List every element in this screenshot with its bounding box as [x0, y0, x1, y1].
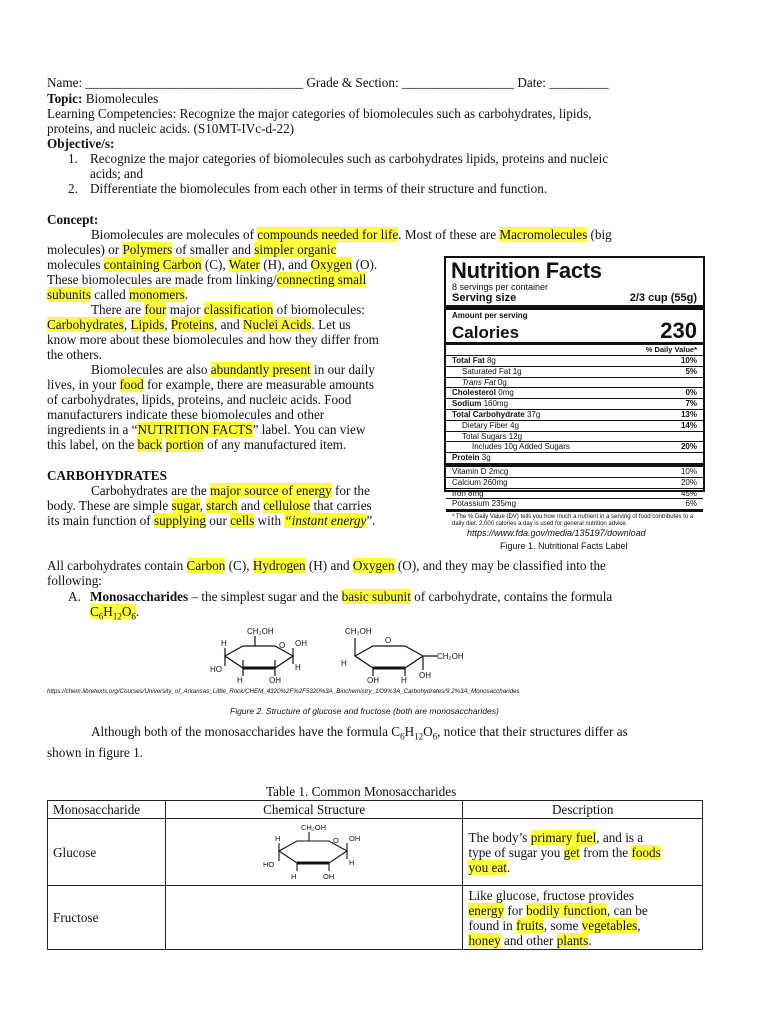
column-header: Monosaccharide	[48, 801, 166, 819]
text: Although both of the monosaccharides have the formula C	[91, 724, 401, 739]
figure1-caption: Figure 1. Nutritional Facts Label	[500, 541, 628, 551]
text: The body’s	[468, 829, 531, 845]
text: (O), and they may be classified into the	[394, 558, 606, 573]
label-oh: OH	[323, 871, 335, 881]
label-h: H	[401, 676, 407, 685]
text: , and is a	[596, 829, 644, 845]
nutrient-name: Includes 10g Added Sugars	[472, 442, 570, 452]
label-h: H	[221, 639, 227, 648]
table-header-row	[48, 801, 703, 819]
text: Biomolecules are also	[91, 362, 211, 377]
highlight: Water	[228, 257, 260, 272]
highlight: NUTRITION FACTS	[137, 422, 253, 437]
label-ho: HO	[263, 859, 275, 869]
label-ho: HO	[210, 665, 222, 674]
text: and	[237, 498, 264, 513]
text: found in	[468, 917, 517, 933]
list-letter: A.	[68, 589, 81, 604]
text: .	[506, 859, 511, 875]
text: that carries	[310, 498, 372, 513]
highlight: sugar	[171, 498, 200, 513]
text: 6	[98, 611, 104, 622]
nutrient-label	[462, 378, 507, 388]
text: 12	[112, 611, 122, 622]
highlight: supplying	[153, 513, 206, 528]
vitamin-label: Vitamin D 2mcg	[452, 466, 509, 476]
text: (O).	[352, 257, 378, 272]
header-line	[47, 75, 609, 90]
text: O	[423, 724, 433, 739]
text: , can be	[607, 902, 648, 918]
text: (H), and	[259, 257, 311, 272]
text: in our daily	[310, 362, 375, 377]
serving-size-label: Serving size	[452, 292, 517, 304]
highlight: “instant energy	[284, 513, 367, 528]
text: ”.	[366, 513, 376, 528]
vitamin-label: Iron 8mg	[452, 488, 484, 498]
label-h: H	[349, 857, 355, 867]
text: shown in figure 1.	[47, 744, 143, 760]
highlight: food	[119, 377, 144, 392]
calories-label: Calories	[452, 323, 520, 342]
nutrient-rows	[446, 356, 703, 463]
nutrient-amount: 3g	[481, 453, 491, 463]
text: our	[205, 513, 231, 528]
vitamin-rows	[446, 463, 703, 509]
nutrient-amount: 160mg	[483, 399, 509, 409]
text: molecules) or	[47, 242, 123, 257]
carbohydrates-heading: CARBOHYDRATES	[47, 468, 167, 483]
calories-row	[446, 320, 703, 345]
chemical-structure-cell	[165, 886, 463, 950]
text: called	[90, 287, 130, 302]
label-h: H	[275, 833, 281, 843]
highlight: Lipids	[130, 317, 165, 332]
text: for the	[331, 483, 370, 498]
highlight: Oxygen	[310, 257, 353, 272]
highlight: cells	[230, 513, 255, 528]
text: Carbohydrates are the	[91, 483, 211, 498]
text: 6	[131, 611, 136, 622]
objective-number: 2.	[68, 181, 78, 196]
highlight: subunits	[47, 287, 91, 302]
nutrient-daily-value: 7%	[685, 399, 697, 409]
date-label: Date:	[517, 75, 546, 90]
nutrient-label	[472, 442, 570, 452]
concept-paragraph-3	[47, 362, 437, 452]
label-h: H	[341, 659, 347, 668]
nutrient-row	[446, 399, 703, 410]
highlight: classification	[203, 302, 274, 317]
nutrient-daily-value: 5%	[685, 366, 697, 376]
figure2-caption: Figure 2. Structure of glucose and fructose (both are monosaccharides)	[230, 706, 499, 716]
highlight: Carbon	[186, 558, 226, 573]
carbohydrates-paragraph	[47, 483, 437, 528]
nutrient-label	[462, 367, 522, 377]
nutrient-name: Sodium	[452, 399, 482, 409]
text: type of sugar you	[468, 844, 564, 860]
glucose-fructose-structures	[205, 626, 480, 684]
objective-text: acids; and	[90, 166, 144, 181]
nutrient-label	[462, 432, 522, 442]
nutrient-row	[446, 388, 703, 399]
text: the others.	[47, 347, 102, 362]
nutrient-row	[446, 410, 703, 421]
serving-size-row	[446, 292, 703, 310]
highlight: portion	[165, 437, 204, 452]
text: ,	[199, 498, 207, 513]
nutrient-amount: 1g	[512, 366, 522, 376]
highlight: four	[144, 302, 167, 317]
text: following:	[47, 573, 102, 588]
label-ch2oh: CH₂OH	[345, 627, 372, 636]
nutrient-daily-value: 13%	[680, 409, 697, 419]
monosaccharide-name: Glucose	[48, 819, 166, 886]
nutrient-label	[452, 388, 514, 398]
competencies	[47, 106, 727, 136]
highlight: cellulose	[263, 498, 311, 513]
label-oh: OH	[269, 676, 281, 685]
highlight: monomers	[129, 287, 185, 302]
highlight: honey	[468, 932, 501, 948]
nutrient-label	[462, 421, 519, 431]
highlight: containing Carbon	[103, 257, 202, 272]
objective-item-2	[68, 181, 708, 196]
text: this label, on the	[47, 437, 138, 452]
highlight: energy	[468, 902, 505, 918]
nutrient-amount: 8g	[486, 356, 496, 365]
text: of carbohydrate, contains the formula	[410, 589, 613, 604]
highlight: back	[137, 437, 163, 452]
highlight: primary fuel	[530, 829, 597, 845]
nutrition-facts-label	[444, 256, 705, 528]
text: of any manufactured item.	[203, 437, 347, 452]
objective-item-1	[68, 151, 708, 181]
vitamin-row	[446, 467, 703, 478]
label-o: O	[279, 641, 286, 650]
highlight: bodily function	[526, 902, 608, 918]
fructose-labels	[341, 627, 464, 685]
nutrient-name: Saturated Fat	[462, 366, 511, 376]
label-o: O	[385, 636, 392, 645]
highlight: basic subunit	[341, 589, 411, 604]
nutrient-row	[446, 367, 703, 378]
text: molecules	[47, 257, 104, 272]
nutrient-daily-value: 0%	[685, 388, 697, 398]
text: know more about these biomolecules and how they differ from	[47, 332, 379, 347]
text: Like glucose, fructose provides	[468, 887, 634, 903]
text: ” label. You can view	[252, 422, 366, 437]
figure2-url[interactable]: https://chem.libretexts.org/Courses/University_of_Arkansas_Little_Rock/CHEM_4320%2F%2F5320%3A_Biochemistry_1/09%3A_Carbohydrates/9.2%3A_Monosaccharides	[47, 688, 520, 695]
vitamin-label: Potassium 235mg	[452, 499, 517, 509]
label-oh: OH	[349, 833, 361, 843]
vitamin-daily-value: 6%	[685, 499, 697, 509]
highlight: compounds needed for life	[257, 227, 399, 242]
classification-paragraph	[47, 558, 727, 588]
label-h: H	[295, 663, 301, 672]
nutrient-row	[446, 442, 703, 453]
nutrient-label	[452, 453, 491, 463]
text: body. These are simple	[47, 498, 172, 513]
text: manufacturers indicate these biomolecules and other	[47, 407, 325, 422]
text: of biomolecules:	[273, 302, 365, 317]
highlight: starch	[206, 498, 238, 513]
text: There are	[91, 302, 145, 317]
highlight: Oxygen	[352, 558, 395, 573]
description-cell	[463, 819, 703, 886]
label-ch2oh: CH₂OH	[247, 627, 274, 636]
text: ingredients in a “	[47, 422, 138, 437]
nutrient-row	[446, 356, 703, 367]
highlight: abundantly present	[210, 362, 311, 377]
objective-text: Differentiate the biomolecules from each other in terms of their structure and function.	[90, 181, 548, 196]
highlight: simpler organic	[254, 242, 337, 257]
vitamin-row	[446, 499, 703, 509]
amount-per-serving: Amount per serving	[452, 311, 528, 320]
text: – the simplest sugar and the	[188, 589, 342, 604]
table-caption: Table 1. Common Monosaccharides	[266, 784, 457, 799]
highlight: Hydrogen	[252, 558, 306, 573]
nutrient-row	[446, 378, 703, 389]
daily-value-footnote: * The % Daily Value (DV) tells you how much a nutrient in a serving of food contributes to a daily diet. 2,000 calories a day is used for general nutrition advice.	[446, 509, 703, 530]
text: These biomolecules are made from linking/	[47, 272, 277, 287]
nutrient-row	[446, 432, 703, 443]
text: , notice that their structures differ as	[437, 724, 628, 739]
text: .	[184, 287, 189, 302]
highlight: major source of energy	[210, 483, 332, 498]
nutrient-name: Trans Fat	[462, 377, 496, 387]
table-row	[48, 886, 703, 950]
text: of carbohydrates, lipids, proteins, and nucleic acids. Food	[47, 392, 352, 407]
monosaccharides-table	[47, 800, 703, 950]
monosaccharides-item	[68, 589, 728, 625]
nutrient-name: Cholesterol	[452, 388, 497, 398]
although-paragraph	[47, 724, 727, 760]
highlight: connecting small	[276, 272, 367, 287]
topic-label: Topic:	[47, 91, 83, 106]
text: for	[504, 902, 527, 918]
text: .	[588, 932, 592, 948]
nutrient-row	[446, 453, 703, 463]
text: ,	[164, 317, 171, 332]
objective-text: Recognize the major categories of biomolecules such as carbohydrates lipids, proteins and nucleic	[90, 151, 609, 166]
description-cell	[463, 886, 703, 950]
text: Biomolecules are molecules of	[91, 227, 258, 242]
text: (big	[587, 227, 612, 242]
serving-size-value: 2/3 cup (55g)	[629, 292, 697, 304]
text: (C),	[225, 558, 253, 573]
topic-value: Biomolecules	[85, 91, 159, 106]
highlight: get	[563, 844, 580, 860]
nutrient-amount: 12g	[508, 431, 523, 441]
highlight: vegetables	[581, 917, 638, 933]
text: major	[166, 302, 204, 317]
figure1-url[interactable]: https://www.fda.gov/media/135197/download	[467, 528, 646, 538]
nutrient-name: Total Sugars	[462, 431, 507, 441]
text: All carbohydrates contain	[47, 558, 187, 573]
highlight: plants	[556, 932, 589, 948]
nutrient-name: Total Fat	[452, 356, 485, 365]
label-ch2oh: CH₂OH	[437, 652, 464, 661]
column-header: Description	[463, 801, 703, 819]
label-o: O	[333, 835, 340, 845]
competencies-line2: proteins, and nucleic acids. (S10MT-IVc-d-22)	[47, 121, 295, 136]
nutrient-label	[452, 399, 508, 409]
nutrient-row	[446, 421, 703, 432]
text: , some	[543, 917, 582, 933]
name-label: Name:	[47, 75, 83, 90]
highlight: you eat	[468, 859, 507, 875]
label-oh: OH	[367, 676, 379, 685]
text: its main function of	[47, 513, 154, 528]
topic-line	[47, 91, 158, 106]
highlight: Macromolecules	[499, 227, 588, 242]
nutrient-daily-value: 10%	[680, 356, 697, 365]
grade-blank[interactable]: _________________	[401, 75, 515, 90]
text: 6	[432, 731, 438, 742]
column-header: Chemical Structure	[165, 801, 463, 819]
servings-per-container: 8 servings per container	[452, 282, 549, 292]
highlight: Proteins	[170, 317, 215, 332]
nutrient-amount: 37g	[526, 409, 541, 419]
vitamin-row	[446, 478, 703, 489]
highlight: Nuclei Acids	[242, 317, 312, 332]
text: C	[90, 604, 99, 619]
highlight: fruits	[516, 917, 544, 933]
objectives-label: Objective/s:	[47, 136, 115, 151]
highlight: Carbohydrates	[47, 317, 124, 332]
nutrient-name: Protein	[452, 453, 480, 463]
label-oh: OH	[419, 671, 431, 680]
vitamin-row	[446, 489, 703, 500]
text: , and	[214, 317, 243, 332]
text: (C),	[201, 257, 229, 272]
vitamin-daily-value: 45%	[680, 488, 697, 498]
text: 6	[400, 731, 405, 742]
text: ,	[637, 917, 641, 933]
text: from the	[579, 844, 632, 860]
name-blank[interactable]: _________________________________	[85, 75, 304, 90]
vitamin-daily-value: 10%	[680, 466, 697, 476]
text: ,	[123, 317, 131, 332]
text: (H) and	[305, 558, 353, 573]
text: of smaller and	[172, 242, 255, 257]
text: lives, in your	[47, 377, 120, 392]
text: .	[135, 604, 140, 619]
vitamin-daily-value: 20%	[680, 477, 697, 487]
nutrient-daily-value: 14%	[680, 420, 697, 430]
label-oh: OH	[295, 639, 307, 648]
nutrient-name: Total Carbohydrate	[452, 409, 525, 419]
text: for example, there are measurable amounts	[143, 377, 375, 392]
text: with	[254, 513, 285, 528]
label-h: H	[291, 871, 297, 881]
grade-label: Grade & Section:	[306, 75, 399, 90]
text: . Most of these are	[398, 227, 500, 242]
label-h: H	[237, 676, 243, 685]
text: H	[103, 604, 113, 619]
competencies-line1: Learning Competencies: Recognize the major categories of biomolecules such as carbohydrates, lipids,	[47, 106, 592, 121]
glucose-structure-image	[259, 821, 369, 881]
nutrient-label	[452, 410, 540, 420]
objective-number: 1.	[68, 151, 78, 166]
text: . Let us	[311, 317, 351, 332]
daily-value-header: % Daily Value*	[446, 345, 703, 356]
concept-label: Concept:	[47, 212, 99, 227]
chemical-structure-cell	[165, 819, 463, 886]
nutrient-amount: 0g	[497, 377, 507, 387]
monosaccharide-name: Fructose	[48, 886, 166, 950]
nutrient-name: Dietary Fiber	[462, 420, 508, 430]
calories-value: 230	[660, 318, 697, 343]
date-blank[interactable]: _________	[549, 75, 609, 90]
highlight: Polymers	[122, 242, 173, 257]
text: 12	[414, 731, 424, 742]
vitamin-label: Calcium 260mg	[452, 477, 508, 487]
nutrient-amount: 4g	[510, 420, 519, 430]
concept-paragraph-2	[47, 302, 437, 362]
nutrient-amount: 0mg	[498, 388, 514, 398]
nutrient-label	[452, 356, 496, 366]
label-ch2oh: CH₂OH	[301, 822, 327, 832]
table-row	[48, 819, 703, 886]
highlight: foods	[631, 844, 661, 860]
text: and other	[500, 932, 557, 948]
nutrition-title: Nutrition Facts	[451, 258, 602, 283]
text: H	[404, 724, 415, 739]
monosaccharides-term: Monosaccharides	[90, 589, 189, 604]
nutrient-daily-value: 20%	[680, 442, 697, 452]
formula	[90, 604, 728, 625]
text: O	[121, 604, 132, 619]
